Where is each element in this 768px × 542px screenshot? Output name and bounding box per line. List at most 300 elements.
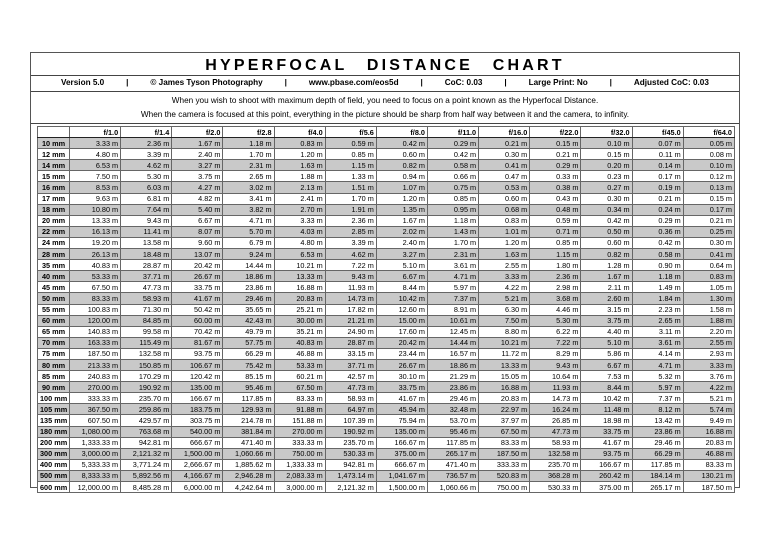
distance-cell: 0.41 m: [683, 249, 734, 260]
distance-cell: 0.83 m: [683, 271, 734, 282]
distance-cell: 1.67 m: [172, 138, 223, 149]
table-row: [38, 237, 735, 248]
distance-cell: 33.75 m: [581, 426, 632, 437]
distance-cell: 16.88 m: [479, 382, 530, 393]
distance-cell: 1.07 m: [376, 182, 427, 193]
distance-cell: 0.90 m: [632, 260, 683, 271]
distance-cell: 13.33 m: [479, 359, 530, 370]
distance-cell: 0.85 m: [325, 149, 376, 160]
distance-cell: 259.86 m: [121, 404, 172, 415]
distance-cell: 4,242.64 m: [223, 482, 274, 493]
distance-cell: 13.07 m: [172, 249, 223, 260]
table-row: [38, 437, 735, 448]
distance-cell: 2.02 m: [376, 226, 427, 237]
distance-cell: 0.30 m: [479, 149, 530, 160]
distance-cell: 3,000.00 m: [70, 448, 121, 459]
distance-cell: 0.94 m: [376, 171, 427, 182]
table-row: [38, 149, 735, 160]
aperture-header: f/4.0: [274, 127, 325, 138]
focal-length-cell: 80 mm: [38, 359, 70, 370]
focal-length-cell: 600 mm: [38, 482, 70, 493]
distance-cell: 2.31 m: [223, 160, 274, 171]
distance-cell: 95.46 m: [427, 426, 478, 437]
distance-cell: 2.65 m: [223, 171, 274, 182]
distance-cell: 0.19 m: [632, 182, 683, 193]
distance-cell: 3.33 m: [274, 215, 325, 226]
distance-cell: 17.82 m: [325, 304, 376, 315]
distance-cell: 1.63 m: [479, 249, 530, 260]
distance-cell: 67.50 m: [479, 426, 530, 437]
distance-cell: 166.67 m: [172, 393, 223, 404]
distance-cell: 46.88 m: [274, 348, 325, 359]
table-row: [38, 415, 735, 426]
distance-cell: 26.85 m: [530, 415, 581, 426]
distance-cell: 183.75 m: [172, 404, 223, 415]
distance-cell: 166.67 m: [376, 437, 427, 448]
distance-cell: 1,333.33 m: [70, 437, 121, 448]
distance-cell: 2.40 m: [172, 149, 223, 160]
distance-cell: 45.94 m: [376, 404, 427, 415]
distance-cell: 1.67 m: [581, 271, 632, 282]
distance-cell: 235.70 m: [121, 393, 172, 404]
table-row: [38, 282, 735, 293]
focal-length-cell: 45 mm: [38, 282, 70, 293]
focal-length-cell: 40 mm: [38, 271, 70, 282]
distance-cell: 5.97 m: [632, 382, 683, 393]
distance-cell: 184.14 m: [632, 470, 683, 481]
table-row: [38, 459, 735, 470]
distance-cell: 3.15 m: [581, 304, 632, 315]
table-row: [38, 326, 735, 337]
distance-cell: 666.67 m: [172, 437, 223, 448]
distance-cell: 0.85 m: [427, 193, 478, 204]
distance-cell: 0.10 m: [683, 160, 734, 171]
focal-length-cell: 28 mm: [38, 249, 70, 260]
distance-cell: 4.46 m: [530, 304, 581, 315]
distance-cell: 0.24 m: [632, 204, 683, 215]
version-label: Version 5.0: [61, 78, 105, 87]
distance-cell: 0.66 m: [427, 171, 478, 182]
distance-cell: 1.28 m: [581, 260, 632, 271]
distance-cell: 6.03 m: [121, 182, 172, 193]
distance-cell: 4.80 m: [274, 237, 325, 248]
aperture-header: f/45.0: [632, 127, 683, 138]
distance-cell: 1.30 m: [683, 293, 734, 304]
distance-cell: 1,500.00 m: [172, 448, 223, 459]
distance-cell: 540.00 m: [172, 426, 223, 437]
distance-cell: 0.29 m: [632, 215, 683, 226]
distance-cell: 9.49 m: [683, 415, 734, 426]
distance-cell: 6.53 m: [70, 160, 121, 171]
distance-cell: 75.42 m: [223, 359, 274, 370]
distance-cell: 4.62 m: [121, 160, 172, 171]
distance-cell: 1.43 m: [427, 226, 478, 237]
distance-cell: 270.00 m: [70, 382, 121, 393]
distance-cell: 0.59 m: [325, 138, 376, 149]
distance-cell: 10.21 m: [274, 260, 325, 271]
distance-cell: 10.42 m: [376, 293, 427, 304]
page-title: HYPERFOCAL DISTANCE CHART: [205, 57, 565, 74]
distance-cell: 42.57 m: [325, 371, 376, 382]
distance-cell: 7.22 m: [530, 337, 581, 348]
distance-cell: 0.21 m: [530, 149, 581, 160]
distance-cell: 2,121.32 m: [325, 482, 376, 493]
distance-cell: 4.22 m: [479, 282, 530, 293]
focal-length-cell: 12 mm: [38, 149, 70, 160]
distance-cell: 71.30 m: [121, 304, 172, 315]
distance-cell: 163.33 m: [70, 337, 121, 348]
table-row: [38, 482, 735, 493]
distance-cell: 4.03 m: [274, 226, 325, 237]
distance-cell: 26.13 m: [70, 249, 121, 260]
table-row: [38, 204, 735, 215]
distance-cell: 0.29 m: [427, 138, 478, 149]
separator: |: [126, 78, 129, 87]
large-print-label: Large Print: No: [528, 78, 588, 87]
website-label: www.pbase.com/eos5d: [308, 78, 399, 87]
distance-cell: 750.00 m: [274, 448, 325, 459]
distance-cell: 9.24 m: [223, 249, 274, 260]
focal-length-cell: 24 mm: [38, 237, 70, 248]
focal-length-cell: 70 mm: [38, 337, 70, 348]
distance-cell: 29.46 m: [427, 393, 478, 404]
distance-cell: 0.60 m: [581, 237, 632, 248]
distance-cell: 1.88 m: [683, 315, 734, 326]
table-row: [38, 448, 735, 459]
distance-cell: 16.13 m: [70, 226, 121, 237]
distance-cell: 0.58 m: [427, 160, 478, 171]
distance-cell: 4,166.67 m: [172, 470, 223, 481]
distance-cell: 60.21 m: [274, 371, 325, 382]
aperture-header: f/11.0: [427, 127, 478, 138]
distance-cell: 1,041.67 m: [376, 470, 427, 481]
distance-cell: 260.42 m: [581, 470, 632, 481]
distance-cell: 1,060.66 m: [427, 482, 478, 493]
aperture-header: f/5.6: [325, 127, 376, 138]
distance-cell: 2.36 m: [530, 271, 581, 282]
distance-cell: 120.42 m: [172, 371, 223, 382]
separator: |: [284, 78, 287, 87]
distance-cell: 47.73 m: [325, 382, 376, 393]
distance-cell: 0.95 m: [427, 204, 478, 215]
distance-cell: 0.21 m: [479, 138, 530, 149]
distance-cell: 1.33 m: [325, 171, 376, 182]
distance-cell: 20.42 m: [376, 337, 427, 348]
distance-cell: 7.50 m: [479, 315, 530, 326]
focal-length-cell: 100 mm: [38, 393, 70, 404]
distance-cell: 75.94 m: [376, 415, 427, 426]
distance-cell: 18.98 m: [581, 415, 632, 426]
distance-cell: 0.60 m: [479, 193, 530, 204]
table-row: [38, 193, 735, 204]
distance-cell: 8.91 m: [427, 304, 478, 315]
distance-cell: 99.58 m: [121, 326, 172, 337]
table-row: [38, 215, 735, 226]
distance-cell: 81.67 m: [172, 337, 223, 348]
distance-cell: 2.20 m: [683, 326, 734, 337]
distance-cell: 23.86 m: [223, 282, 274, 293]
distance-cell: 0.23 m: [581, 171, 632, 182]
distance-cell: 0.64 m: [683, 260, 734, 271]
distance-cell: 187.50 m: [70, 348, 121, 359]
distance-cell: 607.50 m: [70, 415, 121, 426]
distance-cell: 130.21 m: [683, 470, 734, 481]
distance-cell: 1.58 m: [683, 304, 734, 315]
table-row: [38, 470, 735, 481]
table-row: [38, 348, 735, 359]
distance-cell: 30.10 m: [376, 371, 427, 382]
distance-cell: 115.49 m: [121, 337, 172, 348]
distance-cell: 85.15 m: [223, 371, 274, 382]
distance-cell: 265.17 m: [427, 448, 478, 459]
distance-cell: 1.35 m: [376, 204, 427, 215]
table-row: [38, 271, 735, 282]
distance-cell: 1.67 m: [376, 215, 427, 226]
distance-cell: 381.84 m: [223, 426, 274, 437]
distance-cell: 0.48 m: [530, 204, 581, 215]
distance-cell: 2,666.67 m: [172, 459, 223, 470]
distance-cell: 70.42 m: [172, 326, 223, 337]
focal-length-cell: 135 mm: [38, 415, 70, 426]
distance-cell: 1,473.14 m: [325, 470, 376, 481]
settings-bar: [31, 78, 739, 87]
distance-cell: 20.83 m: [274, 293, 325, 304]
distance-cell: 0.42 m: [632, 237, 683, 248]
focal-length-cell: 20 mm: [38, 215, 70, 226]
distance-cell: 0.25 m: [683, 226, 734, 237]
distance-cell: 83.33 m: [70, 293, 121, 304]
distance-cell: 11.72 m: [479, 348, 530, 359]
distance-cell: 18.86 m: [223, 271, 274, 282]
distance-cell: 7.37 m: [427, 293, 478, 304]
distance-cell: 12.45 m: [427, 326, 478, 337]
distance-cell: 1.15 m: [530, 249, 581, 260]
distance-cell: 1.70 m: [427, 237, 478, 248]
distance-cell: 41.67 m: [172, 293, 223, 304]
distance-cell: 13.33 m: [274, 271, 325, 282]
distance-cell: 1.18 m: [223, 138, 274, 149]
distance-cell: 33.15 m: [325, 348, 376, 359]
distance-cell: 5.32 m: [632, 371, 683, 382]
table-row: [38, 138, 735, 149]
distance-cell: 2.11 m: [581, 282, 632, 293]
distance-cell: 50.42 m: [172, 304, 223, 315]
distance-cell: 0.47 m: [479, 171, 530, 182]
distance-cell: 93.75 m: [581, 448, 632, 459]
distance-cell: 5.30 m: [121, 171, 172, 182]
distance-cell: 750.00 m: [479, 482, 530, 493]
distance-cell: 6.53 m: [274, 249, 325, 260]
distance-cell: 3.27 m: [172, 160, 223, 171]
table-row: [38, 226, 735, 237]
distance-cell: 10.21 m: [479, 337, 530, 348]
distance-cell: 28.87 m: [121, 260, 172, 271]
distance-cell: 5.21 m: [479, 293, 530, 304]
distance-cell: 1.05 m: [683, 282, 734, 293]
distance-cell: 37.97 m: [479, 415, 530, 426]
distance-cell: 16.88 m: [683, 426, 734, 437]
distance-cell: 58.93 m: [121, 293, 172, 304]
distance-cell: 0.15 m: [530, 138, 581, 149]
separator: |: [504, 78, 507, 87]
distance-cell: 150.85 m: [121, 359, 172, 370]
focal-length-cell: 200 mm: [38, 437, 70, 448]
aperture-header: f/22.0: [530, 127, 581, 138]
focal-length-cell: 17 mm: [38, 193, 70, 204]
distance-cell: 0.38 m: [530, 182, 581, 193]
distance-cell: 0.12 m: [683, 171, 734, 182]
distance-cell: 21.29 m: [427, 371, 478, 382]
distance-cell: 3.75 m: [581, 315, 632, 326]
distance-cell: 13.33 m: [70, 215, 121, 226]
distance-cell: 26.67 m: [172, 271, 223, 282]
distance-cell: 1.20 m: [376, 193, 427, 204]
focal-length-cell: 18 mm: [38, 204, 70, 215]
distance-cell: 117.85 m: [632, 459, 683, 470]
divider: [31, 123, 739, 124]
aperture-header: f/2.8: [223, 127, 274, 138]
distance-cell: 0.17 m: [632, 171, 683, 182]
distance-cell: 20.42 m: [172, 260, 223, 271]
distance-cell: 2.70 m: [274, 204, 325, 215]
distance-cell: 2.55 m: [479, 260, 530, 271]
distance-cell: 942.81 m: [121, 437, 172, 448]
distance-cell: 91.88 m: [274, 404, 325, 415]
focal-length-cell: 65 mm: [38, 326, 70, 337]
distance-cell: 5.86 m: [581, 348, 632, 359]
distance-cell: 3.76 m: [683, 371, 734, 382]
distance-cell: 35.21 m: [274, 326, 325, 337]
distance-cell: 2.13 m: [274, 182, 325, 193]
distance-cell: 13.58 m: [121, 237, 172, 248]
distance-cell: 187.50 m: [683, 482, 734, 493]
distance-cell: 6.67 m: [376, 271, 427, 282]
distance-cell: 8,485.28 m: [121, 482, 172, 493]
distance-cell: 5.30 m: [530, 315, 581, 326]
distance-cell: 8.80 m: [479, 326, 530, 337]
distance-cell: 8.53 m: [70, 182, 121, 193]
table-row: [38, 315, 735, 326]
distance-cell: 1,500.00 m: [376, 482, 427, 493]
distance-cell: 5.10 m: [581, 337, 632, 348]
distance-cell: 19.20 m: [70, 237, 121, 248]
table-row: [38, 160, 735, 171]
divider: [31, 91, 739, 92]
distance-cell: 107.39 m: [325, 415, 376, 426]
focal-length-cell: 180 mm: [38, 426, 70, 437]
distance-cell: 23.86 m: [427, 382, 478, 393]
distance-cell: 37.71 m: [121, 271, 172, 282]
distance-cell: 106.67 m: [172, 359, 223, 370]
distance-cell: 132.58 m: [530, 448, 581, 459]
distance-cell: 8.12 m: [632, 404, 683, 415]
distance-cell: 58.93 m: [325, 393, 376, 404]
distance-cell: 5,333.33 m: [70, 459, 121, 470]
divider: [31, 75, 739, 76]
distance-cell: 3.33 m: [479, 271, 530, 282]
table-body: [38, 138, 735, 493]
distance-cell: 240.83 m: [70, 371, 121, 382]
distance-cell: 3.41 m: [223, 193, 274, 204]
aperture-header: f/64.0: [683, 127, 734, 138]
hyperfocal-table: [37, 126, 735, 493]
distance-cell: 4.62 m: [325, 249, 376, 260]
distance-cell: 368.28 m: [530, 470, 581, 481]
distance-cell: 0.10 m: [581, 138, 632, 149]
distance-cell: 15.05 m: [479, 371, 530, 382]
distance-cell: 4.71 m: [632, 359, 683, 370]
aperture-header: f/32.0: [581, 127, 632, 138]
distance-cell: 0.17 m: [683, 204, 734, 215]
distance-cell: 3.61 m: [632, 337, 683, 348]
distance-cell: 0.83 m: [479, 215, 530, 226]
table-row: [38, 337, 735, 348]
distance-cell: 11.93 m: [325, 282, 376, 293]
distance-cell: 60.00 m: [172, 315, 223, 326]
distance-cell: 4.80 m: [70, 149, 121, 160]
distance-cell: 7.22 m: [325, 260, 376, 271]
distance-cell: 6.67 m: [581, 359, 632, 370]
distance-cell: 187.50 m: [479, 448, 530, 459]
distance-cell: 120.00 m: [70, 315, 121, 326]
distance-cell: 84.85 m: [121, 315, 172, 326]
table-row: [38, 382, 735, 393]
distance-cell: 0.43 m: [530, 193, 581, 204]
distance-cell: 2.55 m: [683, 337, 734, 348]
distance-cell: 24.90 m: [325, 326, 376, 337]
distance-cell: 0.50 m: [581, 226, 632, 237]
focal-length-cell: 105 mm: [38, 404, 70, 415]
distance-cell: 8.44 m: [581, 382, 632, 393]
distance-cell: 6.30 m: [479, 304, 530, 315]
focal-length-cell: 400 mm: [38, 459, 70, 470]
distance-cell: 7.37 m: [632, 393, 683, 404]
distance-cell: 2.85 m: [325, 226, 376, 237]
distance-cell: 4.71 m: [427, 271, 478, 282]
distance-cell: 763.68 m: [121, 426, 172, 437]
distance-cell: 530.33 m: [530, 482, 581, 493]
distance-cell: 9.63 m: [70, 193, 121, 204]
table-row: [38, 260, 735, 271]
focal-length-cell: 35 mm: [38, 260, 70, 271]
distance-cell: 1.20 m: [274, 149, 325, 160]
distance-cell: 1.63 m: [274, 160, 325, 171]
distance-cell: 9.43 m: [121, 215, 172, 226]
distance-cell: 2.36 m: [325, 215, 376, 226]
distance-cell: 12,000.00 m: [70, 482, 121, 493]
distance-cell: 3.11 m: [632, 326, 683, 337]
distance-cell: 7.64 m: [121, 204, 172, 215]
distance-cell: 40.83 m: [274, 337, 325, 348]
distance-cell: 5.40 m: [172, 204, 223, 215]
table-row: [38, 404, 735, 415]
distance-cell: 333.33 m: [479, 459, 530, 470]
aperture-header: f/1.4: [121, 127, 172, 138]
chart-sheet: [30, 52, 740, 492]
distance-cell: 166.67 m: [581, 459, 632, 470]
distance-cell: 0.82 m: [581, 249, 632, 260]
distance-cell: 367.50 m: [70, 404, 121, 415]
distance-cell: 117.85 m: [427, 437, 478, 448]
distance-cell: 0.27 m: [581, 182, 632, 193]
distance-cell: 29.46 m: [223, 293, 274, 304]
distance-cell: 53.33 m: [274, 359, 325, 370]
distance-cell: 0.71 m: [530, 226, 581, 237]
aperture-header: f/8.0: [376, 127, 427, 138]
distance-cell: 28.87 m: [325, 337, 376, 348]
distance-cell: 66.29 m: [223, 348, 274, 359]
distance-cell: 0.60 m: [376, 149, 427, 160]
